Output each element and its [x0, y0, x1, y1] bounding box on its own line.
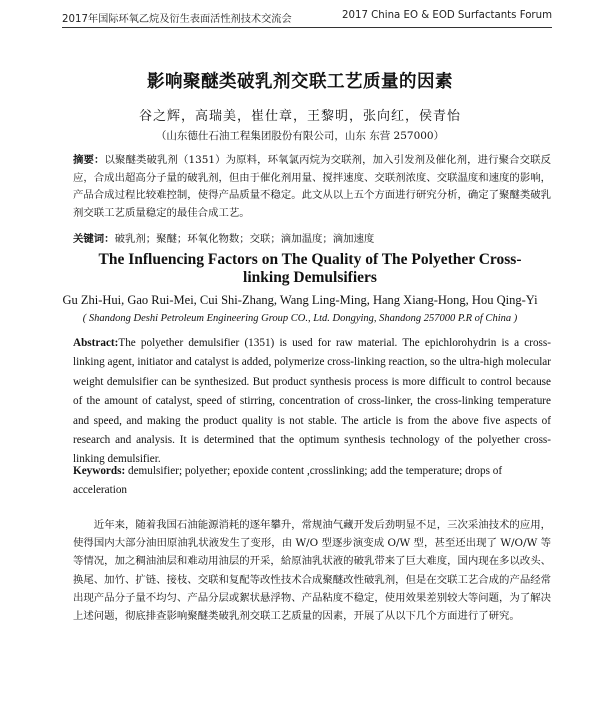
abstract-en — [73, 334, 551, 470]
keywords-cn — [73, 230, 551, 245]
authors-cn: 谷之辉，高瑞美，崔仕章，王黎明，张向红，侯青怡 — [138, 109, 461, 124]
abstract-en-label: Abstract: — [73, 337, 119, 349]
abstract-cn — [73, 152, 551, 222]
abstract-en-text: The polyether demulsifier (1351) is used for raw material. The epichlorohydrin is a cross-linking agent, initiator and catalyst is added, polymerize cross-linking reaction, so the ultra-high molecular weight demulsifier can be synthesized. But product synthesis process is more difficult to control because of the amount of catalyst, speed of stirring, concentration of cross-linker, the cross-linking temperature and speed, and making the product quality is not stable. The article is from the above five aspects of research and analysis. It is determined that the optimum synthesis technology of the polyether cross-linking demulsifier. — [73, 337, 551, 466]
affiliation-en: ( Shandong Deshi Petroleum Engineering Group CO., Ltd. Dongying, Shandong 257000 P.R of China ) — [82, 313, 518, 324]
abstract-cn-text: 以聚醚类破乳剂（1351）为原料，环氧氯丙烷为交联剂，加入引发剂及催化剂，进行聚合交联反应，合成出超高分子量的破乳剂，但由于催化剂用量、搅拌速度、交联剂浓度、交联温度和速度的影响，产品合成过程比较难控制，使得产品质量不稳定。此文从以上五个方面进行研究分析，确定了聚醚类破乳剂交联工艺质量稳定的最佳合成工艺。 — [73, 154, 551, 219]
page-header — [62, 10, 552, 25]
abstract-cn-label: 摘要： — [73, 154, 105, 166]
authors-en: Gu Zhi-Hui, Gao Rui-Mei, Cui Shi-Zhang, Wang Ling-Ming, Hang Xiang-Hong, Hou Qing-Yi — [62, 293, 538, 307]
affiliation-cn: （山东德仕石油工程集团股份有限公司，山东 东营 257000） — [155, 130, 445, 142]
keywords-cn-text: 破乳剂；聚醚；环氧化物数；交联；滴加温度；滴加速度 — [114, 233, 375, 245]
keywords-en-label: Keywords: — [73, 465, 126, 477]
header-left: 2017年国际环氧乙烷及衍生表面活性剂技术交流会 — [62, 14, 292, 25]
paper-title-en: The Influencing Factors on The Quality of The Polyether Cross-linking Demulsifiers — [98, 251, 522, 286]
header-divider — [62, 27, 552, 28]
header-right: 2017 China EO & EOD Surfactants Forum — [342, 10, 552, 21]
paper-title-cn: 影响聚醚类破乳剂交联工艺质量的因素 — [147, 72, 453, 92]
body-paragraph-cn: 近年来，随着我国石油能源消耗的逐年攀升，常规油气藏开发后劲明显不足，三次采油技术的应用，使得国内大部分油田原油乳状液发生了变形，由 W/O 型逐步演变成 O/W 型，甚至还出现了 W/O/W 等等情况，加之稠油油层和难动用油层的开采，給原油乳状液的破乳带来了巨大难度，国内现在多以改头、换尾、加竹、扩链、接枝、交联和复配等改性技术合成聚醚改性破乳剂，但是在交联工艺合成的产品经常出现产品分子量不均匀、产品分层或絮状悬浮物、产品粘度不稳定，使用效果差别较大等问题，为了解决上述问题，彻底排查影响聚醚类破乳剂交联工艺质量的因素，开展了从以下几个方面进行了研究。 — [73, 519, 551, 623]
keywords-en-text: demulsifier; polyether; epoxide content ,crosslinking; add the temperature; drops of acceleration — [73, 465, 503, 496]
keywords-en — [73, 462, 551, 500]
keywords-cn-label: 关键词： — [73, 233, 115, 245]
